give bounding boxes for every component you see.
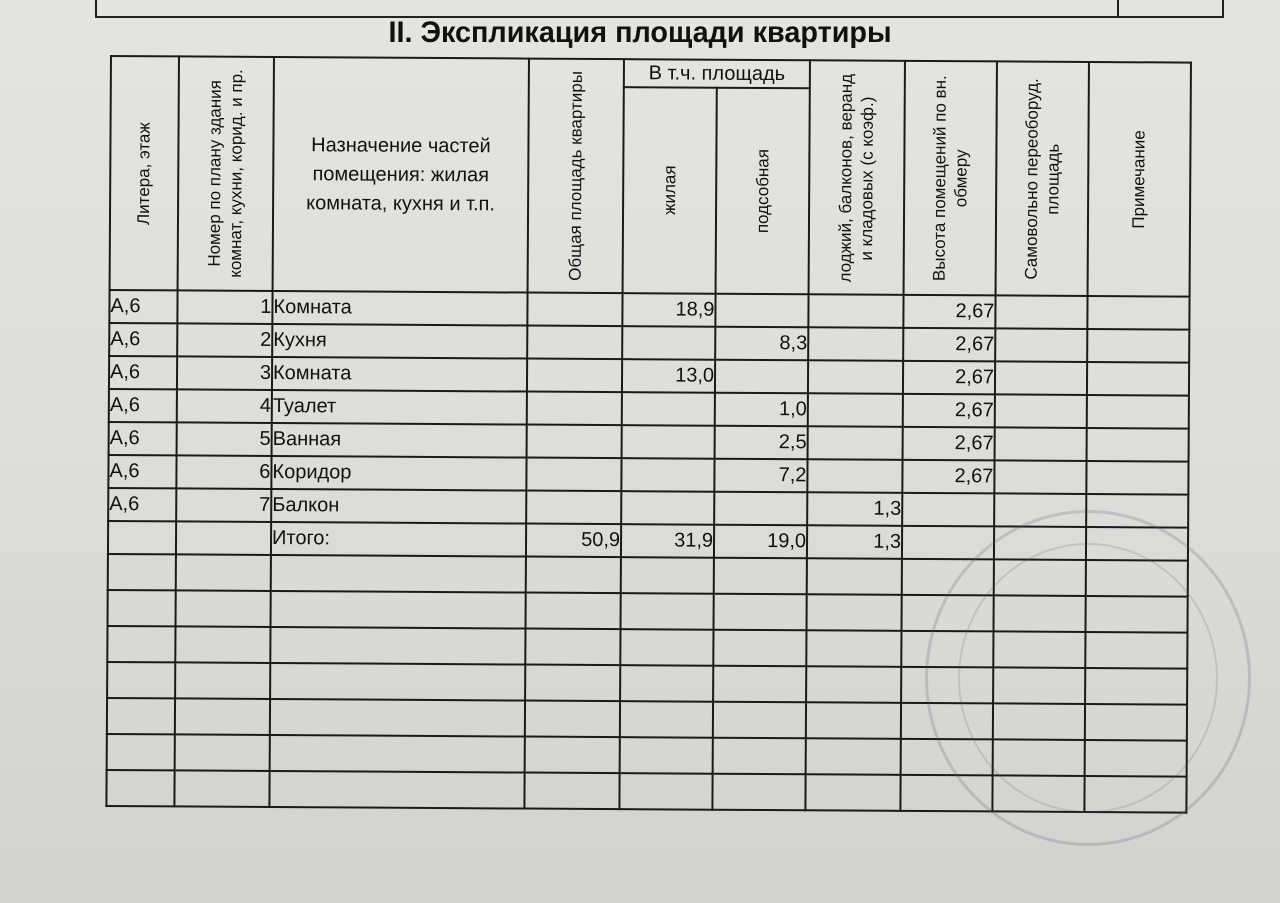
cell-aux: 8,3 [715,327,808,361]
cell-height: 2,67 [903,295,995,329]
cell-name: Ванная [272,423,527,458]
header-incl-area-text: В т.ч. площадь [648,61,786,85]
cell-name: Коридор [271,456,526,491]
header-purpose-text: Назначение частей помещения: жилая комната, кухня и т.п. [306,133,496,215]
cell-name: Комната [272,291,527,326]
cell-number: 6 [176,455,271,489]
total-loggia-value: 1,3 [807,525,902,559]
cell-height: 2,67 [902,460,994,494]
cell-note [1087,428,1189,462]
total-living-value: 31,9 [621,524,714,558]
cell-loggia [808,426,903,460]
cell-total [527,392,622,426]
cell-living [622,326,715,360]
header-height [904,61,997,296]
cell-self [995,328,1087,362]
header-total-area-text: Общая площадь квартиры [565,70,586,281]
header-purpose [273,57,529,293]
cell-aux: 7,2 [714,459,807,493]
cell-litera: А,6 [109,323,177,356]
cell-litera: А,6 [109,290,177,323]
cell-living [622,425,715,459]
cell-height: 2,67 [903,394,995,428]
header-number [178,56,274,291]
cell-note [1086,461,1188,495]
header-incl-area [624,59,810,88]
header-note-text: Примечание [1129,130,1149,229]
blank-row [106,770,1186,813]
cell-loggia [808,393,903,427]
header-height-text: Высота помещений по вн. обмеру [929,75,971,282]
header-loggias [809,60,905,295]
header-living-text: жилая [659,165,680,216]
cell-self [994,460,1086,494]
cell-height: 2,67 [903,427,995,461]
document-title [0,16,1280,50]
cell-name: Кухня [272,324,527,359]
cell-note [1087,329,1189,363]
cell-self [995,361,1087,395]
cell-self [994,493,1086,527]
cell-aux [714,492,807,526]
header-self-reequip [996,61,1089,296]
cell-living: 18,9 [622,293,715,327]
cell-note [1086,494,1188,528]
cell-litera: А,6 [108,488,176,521]
cell-number: 4 [177,389,272,423]
cell-total [527,293,622,327]
cell-total [527,326,622,360]
header-row [111,56,1191,91]
cell-loggia [807,459,902,493]
header-litera [110,56,179,290]
total-aux-value: 19,0 [714,525,807,559]
cell-height [902,526,994,560]
cell-note [1087,296,1189,330]
cell-self [995,427,1087,461]
cell-total [527,425,622,459]
total-area-value: 50,9 [526,524,621,558]
cell-note [1087,395,1189,429]
header-living [623,87,717,294]
cell-litera: А,6 [109,356,177,389]
document-title-text: II. Экспликация площади квартиры [388,16,892,49]
cell-aux: 2,5 [715,426,808,460]
header-litera-text: Литера, этаж [134,121,154,225]
cell-loggia [808,360,903,394]
cell-self [994,526,1086,560]
cell-aux [715,360,808,394]
cell-loggia: 1,3 [807,492,902,526]
cell-height: 2,67 [903,328,995,362]
header-auxiliary [716,88,810,295]
cell-number: 1 [177,290,272,324]
cell-loggia [808,327,903,361]
header-total-area [528,59,624,294]
header-note [1088,62,1191,297]
cell-loggia [808,294,903,328]
cell-living: 13,0 [622,359,715,393]
cell-litera: А,6 [108,455,176,488]
explication-table [105,55,1192,814]
cell-name: Балкон [271,489,526,524]
header-number-text: Номер по плану здания комнат, кухни, корид. и пр. [204,69,247,279]
cell-total [526,458,621,492]
cell-aux: 1,0 [715,393,808,427]
cell-total [527,359,622,393]
cell-number: 3 [177,356,272,390]
cell-living [621,458,714,492]
cell-litera: А,6 [109,422,177,455]
header-loggias-text: лоджий, балконов, веранд и кладовых (с коэф.) [835,73,878,282]
cell-height [902,493,994,527]
cell-note [1087,362,1189,396]
cell-litera [108,521,176,554]
cell-number: 2 [177,323,272,357]
cell-height: 2,67 [903,361,995,395]
cell-self [995,394,1087,428]
cell-litera: А,6 [109,389,177,422]
cell-aux [715,294,808,328]
cell-total [526,491,621,525]
header-self-reequip-text: Самовольно переоборуд. площадь [1021,77,1063,280]
cell-number: 7 [176,488,271,522]
cell-living [621,491,714,525]
cell-number: 5 [177,422,272,456]
header-auxiliary-text: подсобная [752,148,773,234]
cell-note [1086,527,1188,561]
cell-self [995,295,1087,329]
cell-name: Туалет [272,390,527,425]
cell-number [176,521,271,555]
total-label: Итого: [271,522,526,557]
cell-name: Комната [272,357,527,392]
cell-living [622,392,715,426]
